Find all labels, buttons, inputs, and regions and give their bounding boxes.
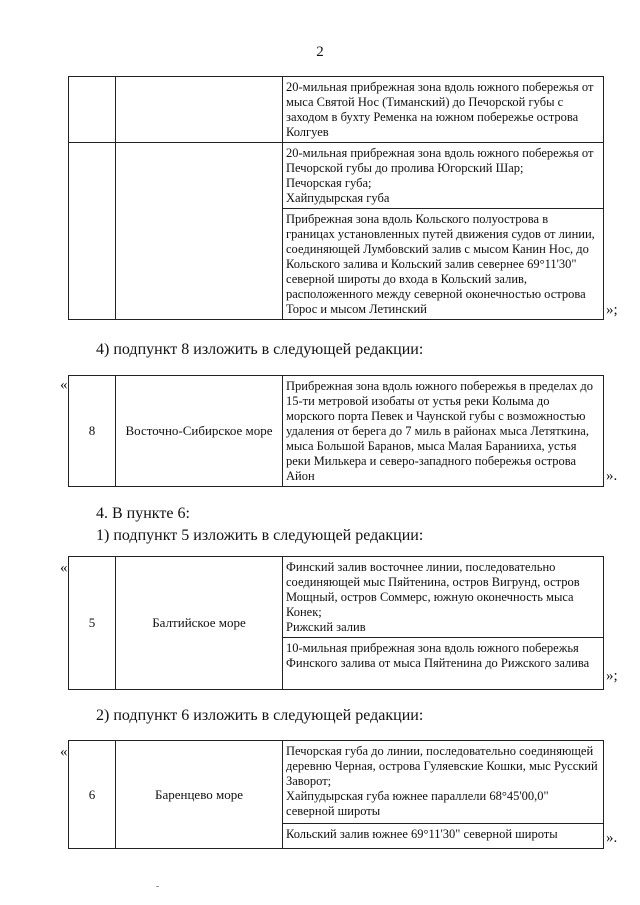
- table-continued: [68, 76, 604, 320]
- zone-description: 20-мильная прибрежная зона вдоль южного побережья от Печорской губы до пролива Югорский Шар; Печорская губа; Хайпудырская губа: [283, 143, 604, 209]
- sea-name: Восточно-Сибирское море: [116, 376, 283, 487]
- row-number-cell: [69, 143, 116, 320]
- table-subpoint-5: [68, 556, 604, 690]
- paragraph-subpoint-8: 4) подпункт 8 изложить в следующей редакции:: [96, 341, 424, 358]
- sea-name: Балтийское море: [116, 557, 283, 690]
- row-number: 8: [69, 376, 116, 487]
- table-row: [69, 741, 604, 824]
- table-row: [69, 143, 604, 209]
- table-row: [69, 77, 604, 143]
- row-number: 6: [69, 741, 116, 849]
- table-row: [69, 376, 604, 487]
- zone-description: Прибрежная зона вдоль Кольского полуострова в границах установленных путей движения судов от линии, соединяющей Лумбовский залив с мысом Канин Нос, до Кольского залива и Кольский залив севернее 69°11'30" северной широты до входа в Кольский залив, расположенного между северной оконечностью острова Торос и мысом Летинский: [283, 209, 604, 320]
- closing-quote: ».: [606, 468, 618, 484]
- row-number-cell: [69, 77, 116, 143]
- scan-speck: [156, 886, 159, 887]
- closing-quote: »;: [606, 668, 618, 684]
- zone-description: Прибрежная зона вдоль южного побережья в пределах до 15-ти метровой изобаты от устья реки Колыма до морского порта Певек и Чаунской губы с возможностью удаления от берега до 7 миль в районах мыса Летяткина, мыса Большой Баранов, мыса Малая Баранииха, устья реки Милькерa и северо-западного побережья острова Айон: [283, 376, 604, 487]
- zone-description: 10-мильная прибрежная зона вдоль южного побережья Финского залива от мыса Пяйтенина до Рижского залива: [283, 638, 604, 690]
- sea-name: Баренцево море: [116, 741, 283, 849]
- page-number: 2: [316, 44, 324, 60]
- paragraph-subpoint-6: 2) подпункт 6 изложить в следующей редакции:: [96, 707, 424, 724]
- table-row: [69, 557, 604, 638]
- zone-description: Кольский залив южнее 69°11'30" северной широты: [283, 824, 604, 849]
- paragraph-subpoint-5: 1) подпункт 5 изложить в следующей редакции:: [96, 527, 424, 544]
- paragraph-point-6: 4. В пункте 6:: [96, 505, 190, 522]
- zone-description: 20-мильная прибрежная зона вдоль южного побережья от мыса Святой Нос (Тиманский) до Печорской губы с заходом в бухту Ременка на южном побережье острова Колгуев: [283, 77, 604, 143]
- sea-name-cell: [116, 143, 283, 320]
- opening-quote: «: [60, 377, 68, 393]
- table-subpoint-8: [68, 375, 604, 487]
- sea-name-cell: [116, 77, 283, 143]
- zone-description: Печорская губа до линии, последовательно соединяющей деревню Черная, острова Гуляевские Кошки, мыс Русский Заворот; Хайпудырская губа южнее параллели 68°45'00,0" северной широты: [283, 741, 604, 824]
- zone-description: Финский залив восточнее линии, последовательно соединяющей мыс Пяйтенина, остров Вигрунд, остров Мощный, остров Соммерс, южную оконечность мыса Конек; Рижский залив: [283, 557, 604, 638]
- closing-quote: »;: [606, 302, 618, 318]
- opening-quote: «: [60, 560, 68, 576]
- opening-quote: «: [60, 744, 68, 760]
- closing-quote: ».: [606, 830, 618, 846]
- table-subpoint-6: [68, 740, 604, 849]
- row-number: 5: [69, 557, 116, 690]
